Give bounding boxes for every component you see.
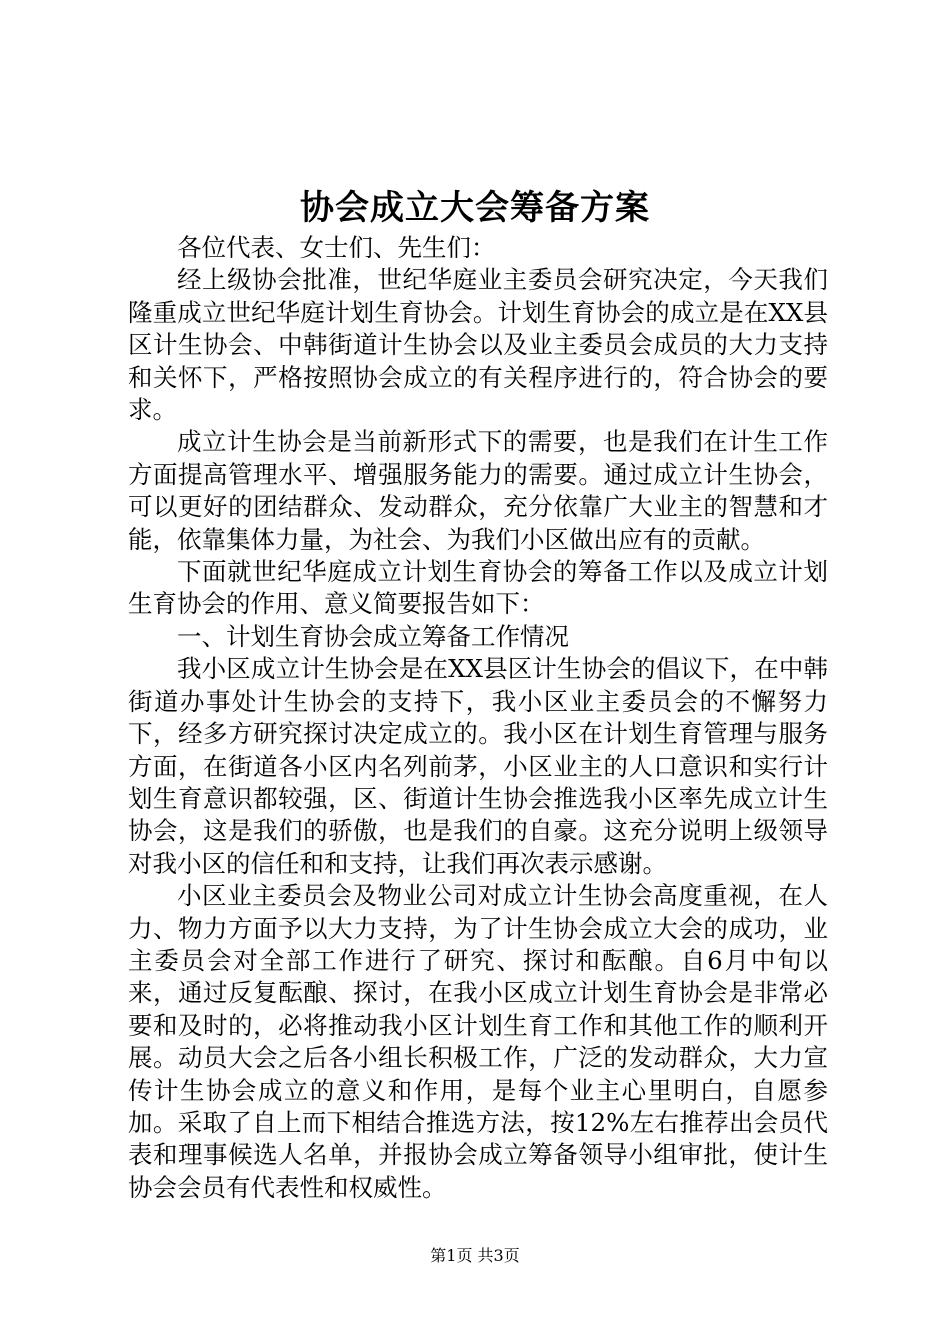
body-paragraph: 小区业主委员会及物业公司对成立计生协会高度重视，在人力、物力方面予以大力支持，为了计生协会成立大会的成功，业主委员会对全部工作进行了研究、探讨和酝酿。自6月中旬以来，通过反复酝酿、探讨，在我小区成立计划生育协会是非常必要和及时的，必将推动我小区计划生育工作和其他工作的顺利开展。动员大会之后各小组长积极工作，广泛的发动群众，大力宣传计生协会成立的意义和作用，是每个业主心里明白，自愿参加。采取了自上而下相结合推选方法，按12%左右推荐出会员代表和理事候选人名单，并报协会成立筹备领导小组审批，使计生协会会员有代表性和权威性。: [128, 881, 828, 1202]
salutation-paragraph: 各位代表、女士们、先生们：: [177, 233, 496, 262]
document-title: 协会成立大会筹备方案: [300, 188, 650, 228]
body-paragraph: 成立计生协会是当前新形式下的需要，也是我们在计生工作方面提高管理水平、增强服务能力的需要。通过成立计生协会，可以更好的团结群众、发动群众，充分依靠广大业主的智慧和才能，依靠集体力量，为社会、为我们小区做出应有的贡献。: [128, 427, 828, 554]
body-paragraph: 我小区成立计生协会是在XX县区计生协会的倡议下，在中韩街道办事处计生协会的支持下，我小区业主委员会的不懈努力下，经多方研究探讨决定成立的。我小区在计划生育管理与服务方面，在街道各小区内名列前茅，小区业主的人口意识和实行计划生育意识都较强，区、街道计生协会推选我小区率先成立计生协会，这是我们的骄傲，也是我们的自豪。这充分说明上级领导对我小区的信任和和支持，让我们再次表示感谢。: [128, 654, 828, 878]
document-body: [128, 232, 828, 1204]
body-paragraph: 经上级协会批准，世纪华庭业主委员会研究决定，今天我们隆重成立世纪华庭计划生育协会。计划生育协会的成立是在XX县区计生协会、中韩街道计生协会以及业主委员会成员的大力支持和关怀下，严格按照协会成立的有关程序进行的，符合协会的要求。: [128, 265, 828, 425]
body-paragraph: 下面就世纪华庭成立计划生育协会的筹备工作以及成立计划生育协会的作用、意义简要报告如下：: [128, 557, 828, 619]
section-heading: 一、计划生育协会成立筹备工作情况: [177, 621, 569, 651]
page-number-footer: 第1页 共3页: [430, 1246, 520, 1265]
